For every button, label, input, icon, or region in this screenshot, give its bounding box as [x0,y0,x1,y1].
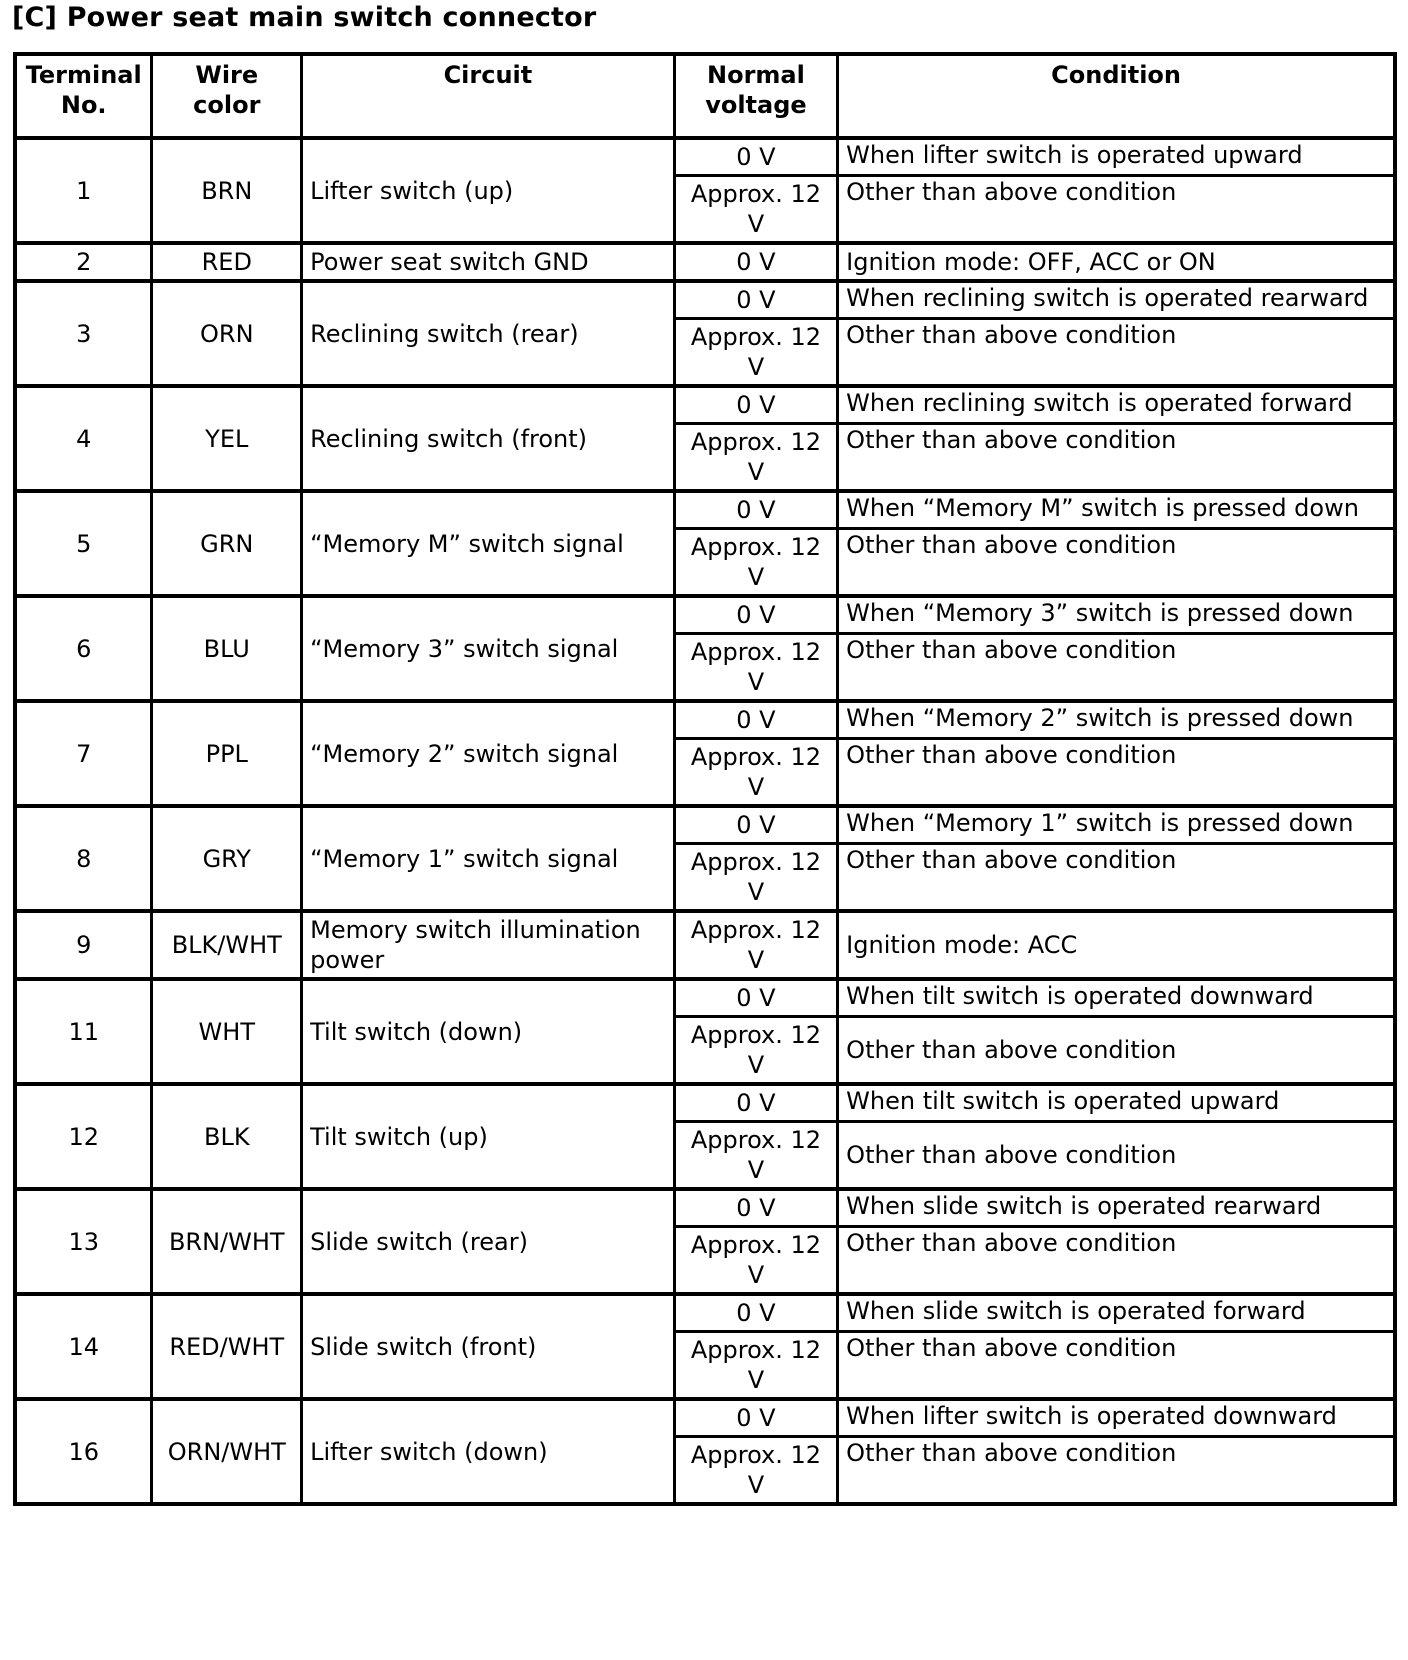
terminal-no: 12 [15,1084,152,1189]
normal-voltage: 0 V [674,701,837,739]
terminal-no: 5 [15,491,152,596]
circuit: Memory switch illumination power [302,911,675,979]
wire-color: ORN/WHT [152,1399,302,1504]
normal-voltage: Approx. 12 V [674,1017,837,1085]
terminal-no: 9 [15,911,152,979]
header-row [15,54,1395,138]
condition: Other than above condition [838,634,1395,702]
circuit: Power seat switch GND [302,243,675,281]
condition: Other than above condition [838,176,1395,244]
condition: Other than above condition [838,1017,1395,1085]
condition: When “Memory 3” switch is pressed down [838,596,1395,634]
condition: When slide switch is operated rearward [838,1189,1395,1227]
condition: When tilt switch is operated upward [838,1084,1395,1122]
wire-color: WHT [152,979,302,1084]
normal-voltage: Approx. 12 V [674,176,837,244]
normal-voltage: 0 V [674,1189,837,1227]
header-wire-color: Wire color [152,54,302,138]
terminal-no: 6 [15,596,152,701]
terminal-no: 7 [15,701,152,806]
condition: When reclining switch is operated forward [838,386,1395,424]
condition: Other than above condition [838,529,1395,597]
condition: When “Memory 2” switch is pressed down [838,701,1395,739]
header-circuit: Circuit [302,54,675,138]
circuit: Slide switch (rear) [302,1189,675,1294]
normal-voltage: Approx. 12 V [674,319,837,387]
circuit: Slide switch (front) [302,1294,675,1399]
condition: When “Memory M” switch is pressed down [838,491,1395,529]
table-row [15,1084,1395,1122]
normal-voltage: 0 V [674,1084,837,1122]
header-terminal: Terminal No. [15,54,152,138]
normal-voltage: Approx. 12 V [674,844,837,912]
condition: Other than above condition [838,1332,1395,1400]
normal-voltage: Approx. 12 V [674,1437,837,1505]
condition: When lifter switch is operated upward [838,138,1395,176]
normal-voltage: 0 V [674,243,837,281]
table-row [15,386,1395,424]
circuit: “Memory 2” switch signal [302,701,675,806]
condition: Other than above condition [838,739,1395,807]
circuit: Reclining switch (front) [302,386,675,491]
circuit: Reclining switch (rear) [302,281,675,386]
wire-color: BLK/WHT [152,911,302,979]
wire-color: GRY [152,806,302,911]
normal-voltage: 0 V [674,979,837,1017]
terminal-no: 8 [15,806,152,911]
wire-color: YEL [152,386,302,491]
condition: Ignition mode: ACC [838,911,1395,979]
table-row [15,491,1395,529]
wire-color: PPL [152,701,302,806]
terminal-no: 2 [15,243,152,281]
normal-voltage: 0 V [674,491,837,529]
terminal-no: 14 [15,1294,152,1399]
normal-voltage: 0 V [674,596,837,634]
terminal-no: 1 [15,138,152,243]
circuit: Lifter switch (down) [302,1399,675,1504]
normal-voltage: 0 V [674,386,837,424]
wire-color: BLU [152,596,302,701]
table-row [15,138,1395,176]
condition: When lifter switch is operated downward [838,1399,1395,1437]
normal-voltage: 0 V [674,1399,837,1437]
table-row [15,911,1395,979]
condition: Other than above condition [838,424,1395,492]
circuit: “Memory 1” switch signal [302,806,675,911]
normal-voltage: 0 V [674,281,837,319]
normal-voltage: Approx. 12 V [674,1332,837,1400]
wire-color: BRN/WHT [152,1189,302,1294]
table-body [15,138,1395,1504]
wire-color: ORN [152,281,302,386]
normal-voltage: 0 V [674,806,837,844]
normal-voltage: Approx. 12 V [674,911,837,979]
condition: Other than above condition [838,1437,1395,1505]
table-row [15,1294,1395,1332]
table-row [15,1399,1395,1437]
normal-voltage: Approx. 12 V [674,424,837,492]
condition: Other than above condition [838,844,1395,912]
header-condition: Condition [838,54,1395,138]
condition: Other than above condition [838,319,1395,387]
wire-color: RED/WHT [152,1294,302,1399]
wire-color: BLK [152,1084,302,1189]
table-row [15,596,1395,634]
normal-voltage: Approx. 12 V [674,1227,837,1295]
table-row [15,1189,1395,1227]
condition: Ignition mode: OFF, ACC or ON [838,243,1395,281]
terminal-no: 4 [15,386,152,491]
circuit: “Memory M” switch signal [302,491,675,596]
normal-voltage: Approx. 12 V [674,529,837,597]
table-row [15,979,1395,1017]
terminal-no: 3 [15,281,152,386]
connector-table [13,52,1397,1506]
normal-voltage: 0 V [674,138,837,176]
condition: When slide switch is operated forward [838,1294,1395,1332]
header-normal-voltage: Normal voltage [674,54,837,138]
terminal-no: 13 [15,1189,152,1294]
table-row [15,806,1395,844]
condition: When reclining switch is operated rearward [838,281,1395,319]
condition: Other than above condition [838,1122,1395,1190]
table-row [15,243,1395,281]
normal-voltage: Approx. 12 V [674,739,837,807]
normal-voltage: Approx. 12 V [674,1122,837,1190]
circuit: Tilt switch (up) [302,1084,675,1189]
circuit: Tilt switch (down) [302,979,675,1084]
wire-color: GRN [152,491,302,596]
circuit: Lifter switch (up) [302,138,675,243]
circuit: “Memory 3” switch signal [302,596,675,701]
condition: When tilt switch is operated downward [838,979,1395,1017]
condition: When “Memory 1” switch is pressed down [838,806,1395,844]
wire-color: BRN [152,138,302,243]
table-row [15,701,1395,739]
table-row [15,281,1395,319]
terminal-no: 16 [15,1399,152,1504]
normal-voltage: 0 V [674,1294,837,1332]
page-title: [C] Power seat main switch connector [12,2,597,33]
terminal-no: 11 [15,979,152,1084]
wire-color: RED [152,243,302,281]
condition: Other than above condition [838,1227,1395,1295]
normal-voltage: Approx. 12 V [674,634,837,702]
